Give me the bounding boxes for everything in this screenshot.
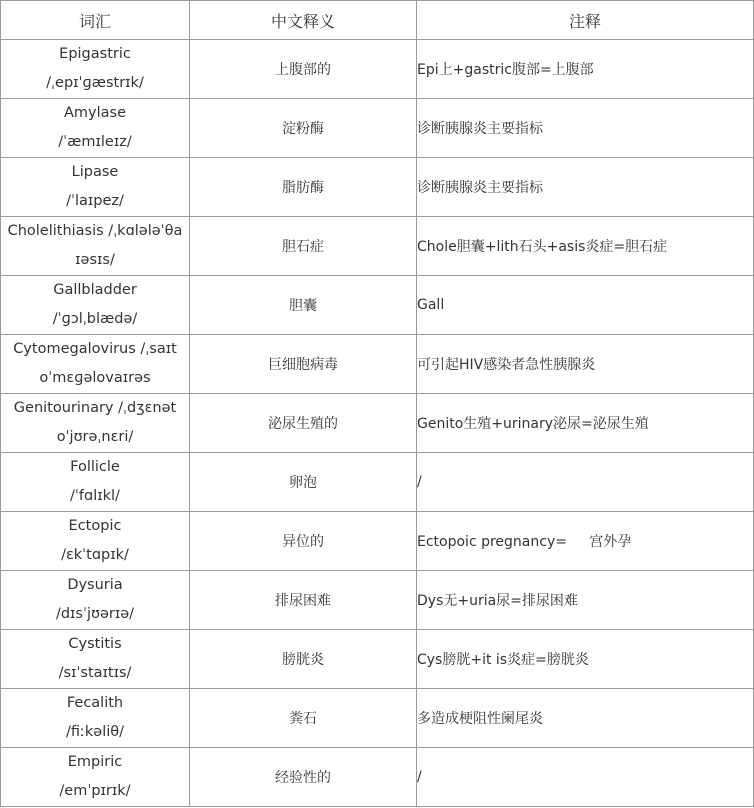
note-cell: 多造成梗阻性阑尾炎 (417, 689, 754, 748)
note-cell: Dys无+uria尿=排尿困难 (417, 571, 754, 630)
phonetic-text: /ˈlaɪpez/ (66, 193, 124, 209)
table-row (1, 689, 754, 748)
note-cell: Ectopoic pregnancy= 宫外孕 (417, 512, 754, 571)
table-row (1, 394, 754, 453)
phonetic-text: /ˈfɑlɪkl/ (70, 488, 120, 504)
meaning-cell: 胆石症 (190, 217, 417, 276)
header-notes: 注释 (417, 1, 754, 40)
table-row (1, 630, 754, 689)
word-text: Empiric (67, 754, 123, 770)
vocabulary-cell (1, 276, 190, 335)
note-cell: 诊断胰腺炎主要指标 (417, 158, 754, 217)
word-text: Dysuria (67, 577, 123, 593)
phonetic-text: /ˈæmɪleɪz/ (58, 134, 132, 150)
meaning-cell: 泌尿生殖的 (190, 394, 417, 453)
word-text: Ectopic (68, 518, 122, 534)
vocabulary-cell (1, 158, 190, 217)
table-row (1, 748, 754, 807)
word-text: Epigastric (59, 46, 131, 62)
phonetic-text: /ˈɡɔlˌblædə/ (52, 311, 138, 327)
phonetic-text: ɪəsɪs/ (75, 252, 115, 268)
vocabulary-cell (1, 689, 190, 748)
table-row (1, 217, 754, 276)
note-cell: 诊断胰腺炎主要指标 (417, 99, 754, 158)
phonetic-text: /fiːkəliθ/ (65, 724, 125, 740)
word-text: Fecalith (66, 695, 124, 711)
vocabulary-cell (1, 217, 190, 276)
header-vocabulary: 词汇 (1, 1, 190, 40)
table-row (1, 335, 754, 394)
note-cell: / (417, 748, 754, 807)
word-text: Amylase (63, 105, 126, 121)
note-cell: Gall (417, 276, 754, 335)
word-text: Cystitis (68, 636, 122, 652)
word-text: Genitourinary /ˌdʒɛnət (13, 400, 177, 416)
phonetic-text: /emˈpɪrɪk/ (59, 783, 131, 799)
vocabulary-cell (1, 453, 190, 512)
word-text: Cytomegalovirus /ˌsaɪt (13, 341, 177, 357)
note-cell: Cys膀胱+it is炎症=膀胱炎 (417, 630, 754, 689)
word-text: Lipase (71, 164, 119, 180)
vocabulary-cell (1, 748, 190, 807)
word-text: Cholelithiasis /ˌkɑlələˈθa (7, 223, 183, 239)
note-cell: / (417, 453, 754, 512)
vocabulary-cell (1, 40, 190, 99)
table-row (1, 158, 754, 217)
header-chinese-meaning: 中文释义 (190, 1, 417, 40)
phonetic-text: /dɪsˈjʊərɪə/ (55, 606, 135, 622)
table-row (1, 276, 754, 335)
phonetic-text: /ˌepɪˈɡæstrɪk/ (46, 75, 144, 91)
phonetic-text: oˈjʊrəˌnɛri/ (56, 429, 134, 445)
phonetic-text: oˈmɛɡəlovaɪrəs (39, 370, 151, 386)
table-row (1, 571, 754, 630)
vocabulary-cell (1, 571, 190, 630)
meaning-cell: 脂肪酶 (190, 158, 417, 217)
vocabulary-cell (1, 394, 190, 453)
vocabulary-cell (1, 512, 190, 571)
vocabulary-cell (1, 630, 190, 689)
phonetic-text: /sɪˈstaɪtɪs/ (58, 665, 132, 681)
vocabulary-cell (1, 99, 190, 158)
meaning-cell: 排尿困难 (190, 571, 417, 630)
header-row (1, 1, 754, 40)
meaning-cell: 巨细胞病毒 (190, 335, 417, 394)
meaning-cell: 粪石 (190, 689, 417, 748)
meaning-cell: 上腹部的 (190, 40, 417, 99)
meaning-cell: 经验性的 (190, 748, 417, 807)
table-row (1, 453, 754, 512)
note-cell: 可引起HIV感染者急性胰腺炎 (417, 335, 754, 394)
word-text: Gallbladder (53, 282, 137, 298)
meaning-cell: 胆囊 (190, 276, 417, 335)
phonetic-text: /ɛkˈtɑpɪk/ (61, 547, 129, 563)
meaning-cell: 异位的 (190, 512, 417, 571)
meaning-cell: 膀胱炎 (190, 630, 417, 689)
meaning-cell: 卵泡 (190, 453, 417, 512)
table-row (1, 512, 754, 571)
vocabulary-cell (1, 335, 190, 394)
table-row (1, 99, 754, 158)
note-cell: Chole胆囊+lith石头+asis炎症=胆石症 (417, 217, 754, 276)
word-text: Follicle (70, 459, 120, 475)
table-row (1, 40, 754, 99)
note-cell: Epi上+gastric腹部=上腹部 (417, 40, 754, 99)
note-cell: Genito生殖+urinary泌尿=泌尿生殖 (417, 394, 754, 453)
meaning-cell: 淀粉酶 (190, 99, 417, 158)
